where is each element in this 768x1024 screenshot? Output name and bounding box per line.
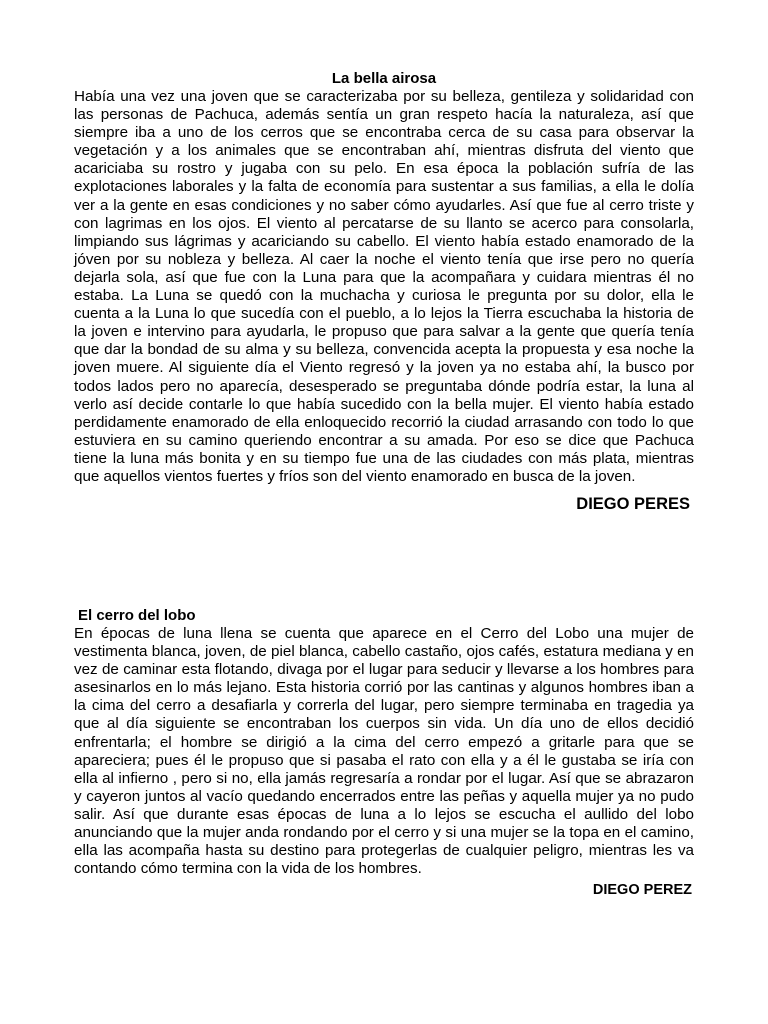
story-title: El cerro del lobo [78,607,196,624]
story-author: DIEGO PEREZ [592,882,692,899]
story-title: La bella airosa [331,70,437,87]
story-la-bella-airosa [74,70,694,531]
story-author: DIEGO PERES [576,495,690,514]
story-body: Había una vez una joven que se caracterizaba por su belleza, gentileza y solidaridad con las personas de Pachuca, además sentía un gran respeto hacía la naturaleza, así que siempre iba a uno de los cerros que se encontraba cerca de su casa para observar la vegetación y a los animales que se encontraban ahí, mientras disfruta del viento que acariciaba su rostro y jugaba con su pelo. En esa época la población sufría de las explotaciones laborales y la falta de economía para sustentar a sus familias, a ella le dolía ver a la gente en esas condiciones y no saber cómo ayudarles. Así que fue al cerro triste y con lagrimas en los ojos. El viento al percatarse de su llanto se acerco para consolarla, limpiando sus lágrimas y acariciando su cabello. El viento había estado enamorado de la jóven por su nobleza y belleza. Al caer la noche el viento tenía que irse pero no quería dejarla sola, así que fue con la Luna para que la acompañara y cuidara mientras él no estaba. La Luna se quedó con la muchacha y curiosa le pregunta por su dolor, ella le cuenta a la Luna lo que sucedía con el pueblo, a lo lejos la Tierra escuchaba la historia de la joven e intervino para ayudarla, le propuso que para salvar a la gente que quería tenía que dar la bondad de su alma y su belleza, convencida acepta la propuesta y esa noche la joven muere. Al siguiente día el Viento regresó y la joven ya no estaba ahí, la busco por todos lados pero no aparecía, desesperado se preguntaba dónde podría estar, la luna al verlo así decide contarle lo que había sucedido con la bella mujer. El viento había estado perdidamente enamorado de ella enloquecido recorrió la ciudad arrasando con todo lo que estuviera en su camino queriendo encontrar a su amada. Por eso se dice que Pachuca tiene la luna más bonita y en su tiempo fue una de las ciudades con más plata, mientras que aquellos vientos fuertes y fríos son del viento enamorado en busca de la joven. [74,88,694,485]
story-body: En épocas de luna llena se cuenta que aparece en el Cerro del Lobo una mujer de vestimenta blanca, joven, de piel blanca, cabello castaño, ojos cafés, estatura mediana y en vez de caminar esta flotando, divaga por el lugar para seducir y llevarse a los hombres para asesinarlos en lo más lejano. Esta historia corrió por las cantinas y algunos hombres iban a la cima del cerro a desafiarla y correrla del lugar, pero siempre terminaba en tragedia ya que al día siguiente se encontraban los cuerpos sin vida. Un día uno de ellos decidió enfrentarla; el hombre se dirigió a la cima del cerro empezó a gritarle para que se apareciera; pues él le propuso que si pasaba el rato con ella y a él le gustaba se iría con ella al infierno , pero si no, ella jamás regresaría a rondar por el lugar. Así que se abrazaron y cayeron juntos al vacío quedando encerrados entre las peñas y aquella mujer ya no pudo salir. Así que durante esas épocas de luna a lo lejos se escucha el aullido del lobo anunciando que la mujer anda rondando por el cerro y si una mujer se la topa en el camino, ella las acompaña hasta su destino para protegerlas de cualquier peligro, mientras les va contando cómo termina con la vida de los hombres. [74,625,694,878]
story-el-cerro-del-lobo [74,607,694,913]
